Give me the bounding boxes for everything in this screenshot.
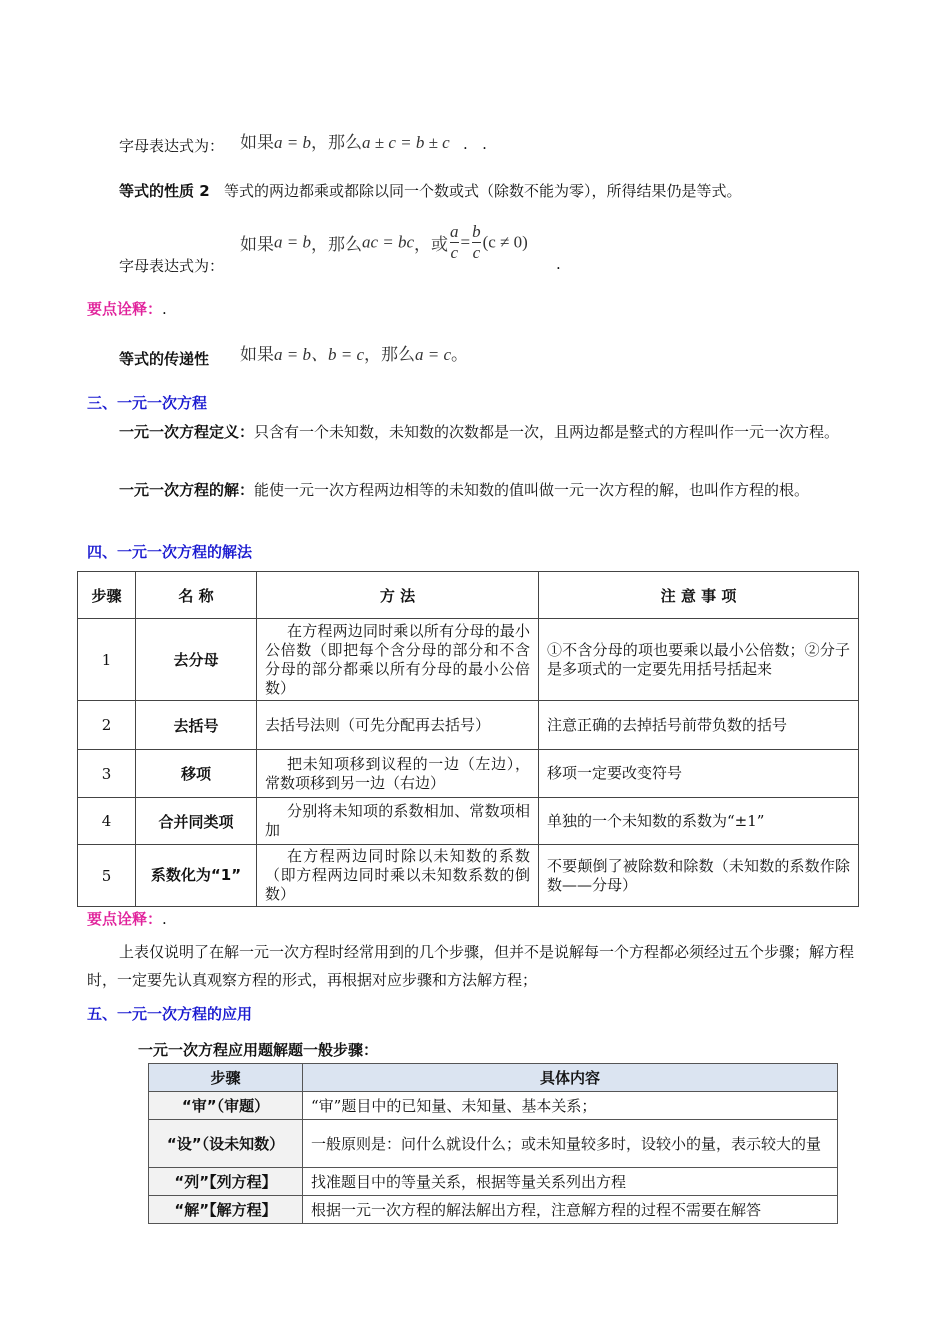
step-note: ①不含分母的项也要乘以最小公倍数；②分子是多项式的一定要先用括号括起来	[539, 619, 859, 701]
step-note: 注意正确的去掉括号前带负数的括号	[539, 701, 859, 750]
note-1: 要点诠释：.	[87, 300, 167, 318]
application-content: 找准题目中的等量关系，根据等量关系列出方程	[303, 1168, 838, 1196]
definition-text: 只含有一个未知数，未知数的次数都是一次，且两边都是整式的方程叫作一元一次方程。	[254, 423, 840, 441]
application-content: “审”题目中的已知量、未知量、基本关系；	[303, 1092, 838, 1120]
step-number: 3	[78, 750, 136, 798]
transitive-prefix: 如果	[240, 345, 274, 364]
formula-1	[240, 128, 450, 153]
formula-1-mid: ，那么	[310, 133, 362, 152]
property-2-text: 等式的两边都乘或都除以同一个数或式（除数不能为零），所得结果仍是等式。	[223, 182, 742, 200]
step-method: 把未知项移到议程的一边（左边），常数项移到另一边（右边）	[257, 750, 539, 798]
header-step: 步骤	[78, 572, 136, 619]
formula-2-prefix: 如果	[240, 235, 274, 254]
step-note: 单独的一个未知数的系数为“±1”	[539, 798, 859, 845]
step-name: 去分母	[136, 619, 257, 701]
formula-1-dots: . .	[463, 135, 487, 153]
step-number: 5	[78, 845, 136, 907]
header-method: 方 法	[257, 572, 539, 619]
step-number: 4	[78, 798, 136, 845]
formula-1-result: a ± c = b ± c	[361, 133, 450, 152]
solving-steps-table	[77, 571, 859, 907]
section-4-title: 四、一元一次方程的解法	[87, 543, 253, 561]
table-row	[149, 1196, 838, 1224]
application-content: 一般原则是：问什么就设什么；或未知量较多时，设较小的量，表示较大的量	[303, 1120, 838, 1168]
application-steps-table	[148, 1063, 838, 1224]
step-method: 去括号法则（可先分配再去括号）	[257, 701, 539, 750]
note-2: 要点诠释：.	[87, 910, 167, 928]
application-content: 根据一元一次方程的解法解出方程，注意解方程的过程不需要在解答	[303, 1196, 838, 1224]
application-step: “解”【解方程】	[149, 1196, 303, 1224]
property-2-label: 等式的性质 2	[119, 182, 210, 200]
formula-1-cond: a = b	[274, 133, 311, 152]
table-row	[149, 1120, 838, 1168]
formula-2	[240, 222, 528, 263]
transitive-formula	[240, 340, 468, 365]
formula-label-1: 字母表达式为：	[119, 137, 225, 155]
solution-label: 一元一次方程的解：	[119, 481, 255, 499]
header-content: 具体内容	[303, 1064, 838, 1092]
header-step: 步骤	[149, 1064, 303, 1092]
formula-2-or: ，或	[414, 235, 449, 254]
table-row	[149, 1168, 838, 1196]
step-name: 系数化为“1”	[136, 845, 257, 907]
table-row	[78, 798, 859, 845]
formula-2-result: ac = bc	[361, 232, 415, 252]
step-name: 合并同类项	[136, 798, 257, 845]
definition-label: 一元一次方程定义：	[119, 423, 255, 441]
formula-label-2: 字母表达式为：	[119, 257, 225, 275]
formula-2-eq: =	[460, 232, 471, 252]
note-label-1: 要点诠释：	[87, 300, 163, 318]
note-label-2: 要点诠释：	[87, 910, 163, 928]
step-method: 在方程两边同时除以未知数的系数（即方程两边同时乘以未知数系数的倒数）	[257, 845, 539, 907]
step-number: 1	[78, 619, 136, 701]
section-3-definition	[87, 418, 862, 446]
section-5-subtitle: 一元一次方程应用题解题一般步骤：	[138, 1041, 379, 1059]
transitive-result: a = c	[415, 345, 452, 364]
solution-text: 能使一元一次方程两边相等的未知数的值叫做一元一次方程的解，也叫作方程的根。	[254, 481, 810, 499]
table-row	[78, 619, 859, 701]
header-note: 注 意 事 项	[539, 572, 859, 619]
step-method: 在方程两边同时乘以所有分母的最小公倍数（即把每个含分母的部分和不含分母的部分都乘以所有分母的最小公倍数）	[257, 619, 539, 701]
property-2	[119, 180, 742, 201]
section-3-solution	[87, 476, 862, 504]
application-step: “审”（审题）	[149, 1092, 303, 1120]
section-3-title: 三、一元一次方程	[87, 394, 208, 412]
table-header-row	[78, 572, 859, 619]
formula-2-dot: .	[556, 255, 561, 273]
fraction-b-over-c: $\frac{b}{c}$	[472, 222, 481, 262]
transitive-end: 。	[451, 345, 469, 364]
transitive-mid: ，那么	[364, 345, 415, 364]
step-method: 分别将未知项的系数相加、常数项相加	[257, 798, 539, 845]
step-note: 不要颠倒了被除数和除数（未知数的系数作除数——分母）	[539, 845, 859, 907]
table-row	[78, 701, 859, 750]
table-explanation: 上表仅说明了在解一元一次方程时经常用到的几个步骤，但并不是说解每一个方程都必须经过五个步骤；解方程时，一定要先认真观察方程的形式，再根据对应步骤和方法解方程；	[87, 943, 855, 989]
header-name: 名 称	[136, 572, 257, 619]
table-header-row	[149, 1064, 838, 1092]
transitive-cond: a = b、b = c	[274, 345, 364, 364]
step-number: 2	[78, 701, 136, 750]
application-step: “设”（设未知数）	[149, 1120, 303, 1168]
formula-2-mid: ，那么	[310, 235, 362, 254]
formula-2-cond2: (c ≠ 0)	[482, 232, 528, 252]
transitive-label: 等式的传递性	[119, 350, 210, 368]
formula-2-cond: a = b	[274, 232, 311, 252]
table-row	[78, 750, 859, 798]
step-name: 移项	[136, 750, 257, 798]
fraction-a-over-c: $\frac{a}{c}$	[450, 222, 459, 262]
step-note: 移项一定要改变符号	[539, 750, 859, 798]
formula-1-prefix: 如果	[240, 133, 274, 152]
application-step: “列”【列方程】	[149, 1168, 303, 1196]
step-name: 去括号	[136, 701, 257, 750]
section-5-title: 五、一元一次方程的应用	[87, 1005, 253, 1023]
table-row	[78, 845, 859, 907]
table-row	[149, 1092, 838, 1120]
